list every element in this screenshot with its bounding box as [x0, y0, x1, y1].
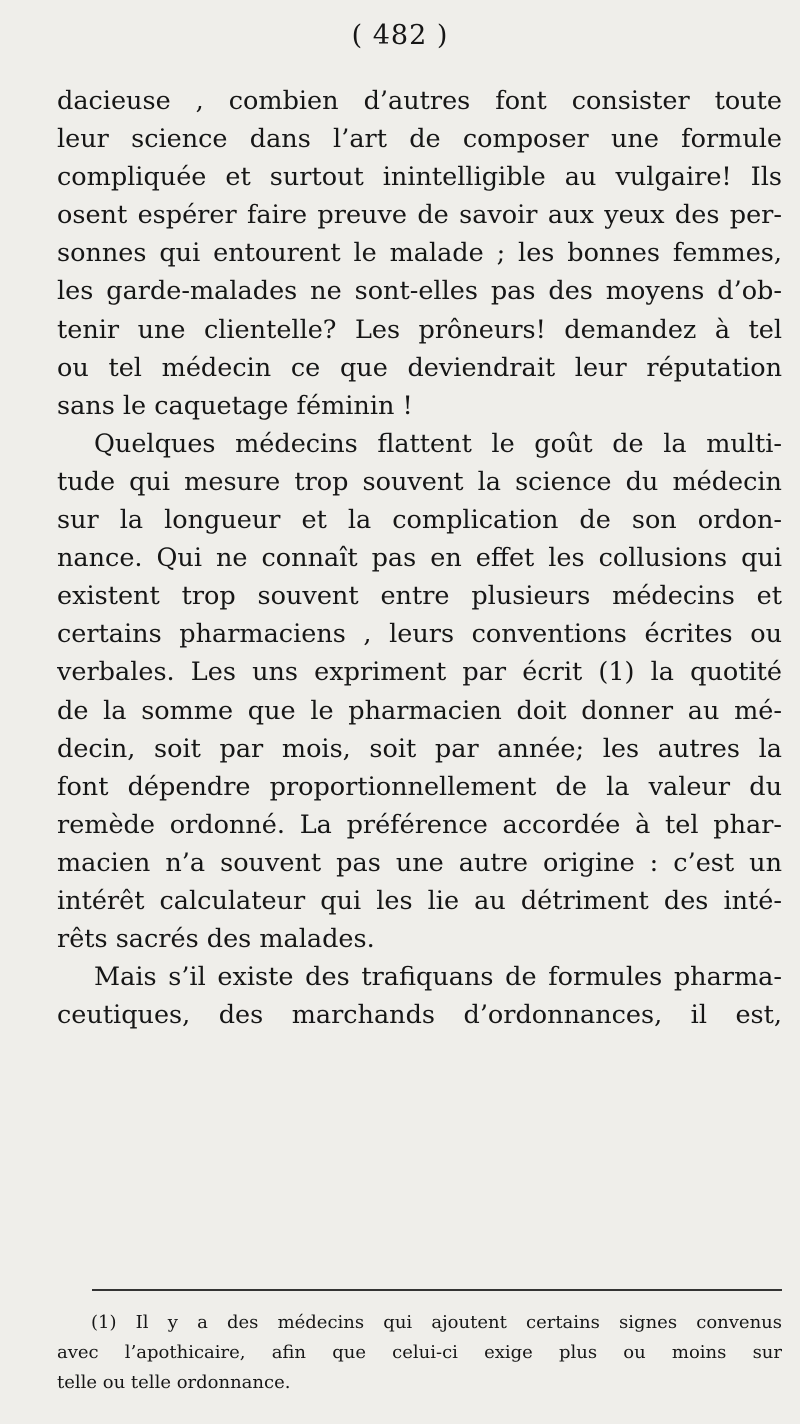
text-line: osent espérer faire preuve de savoir aux yeux des per- — [57, 200, 782, 231]
text-line: intérêt calculateur qui les lie au détriment des inté- — [57, 885, 782, 916]
text-line: sans le caquetage féminin ! — [57, 390, 413, 421]
text-line: ou tel médecin ce que deviendrait leur réputation — [57, 352, 782, 383]
text-line: sonnes qui entourent le malade ; les bonnes femmes, — [57, 238, 782, 269]
text-line: decin, soit par mois, soit par année; les autres la — [57, 733, 782, 764]
footnote-line: (1) Il y a des médecins qui ajoutent certains signes convenus — [91, 1312, 782, 1333]
text-line: tenir une clientelle? Les prôneurs! demandez à tel — [57, 314, 782, 345]
text-line: remède ordonné. La préférence accordée à tel phar- — [57, 809, 782, 840]
text-line: nance. Qui ne connaît pas en effet les collusions qui — [57, 543, 782, 574]
page-number: ( 482 ) — [351, 20, 449, 51]
text-line: ceutiques, des marchands d’ordonnances, il est, — [57, 1000, 782, 1031]
text-line: verbales. Les uns expriment par écrit (1) la quotité — [57, 657, 782, 688]
text-line: certains pharmaciens , leurs conventions écrites ou — [57, 619, 782, 650]
text-line: sur la longueur et la complication de son ordon- — [57, 505, 782, 536]
footnote-divider — [92, 1289, 782, 1291]
text-line: tude qui mesure trop souvent la science du médecin — [57, 466, 782, 497]
text-line: de la somme que le pharmacien doit donner au mé- — [57, 695, 782, 726]
text-line: compliquée et surtout inintelligible au vulgaire! Ils — [57, 162, 782, 193]
text-line: rêts sacrés des malades. — [57, 924, 375, 955]
text-line: Mais s’il existe des trafiquans de formules pharma- — [94, 962, 782, 993]
text-line: font dépendre proportionnellement de la valeur du — [57, 771, 782, 802]
footnote-line: telle ou telle ordonnance. — [57, 1372, 291, 1393]
footnote — [57, 1308, 782, 1398]
text-line: macien n’a souvent pas une autre origine : c’est un — [57, 847, 782, 878]
text-line: existent trop souvent entre plusieurs médecins et — [57, 581, 782, 612]
text-line: les garde-malades ne sont-elles pas des moyens d’ob- — [57, 276, 782, 307]
text-line: leur science dans l’art de composer une formule — [57, 124, 782, 155]
body-text — [57, 82, 782, 1034]
text-line: dacieuse , combien d’autres font consister toute — [57, 86, 782, 116]
text-line: Quelques médecins flattent le goût de la multi- — [94, 428, 782, 459]
footnote-line: avec l’apothicaire, afin que celui-ci exige plus ou moins sur — [57, 1342, 782, 1363]
